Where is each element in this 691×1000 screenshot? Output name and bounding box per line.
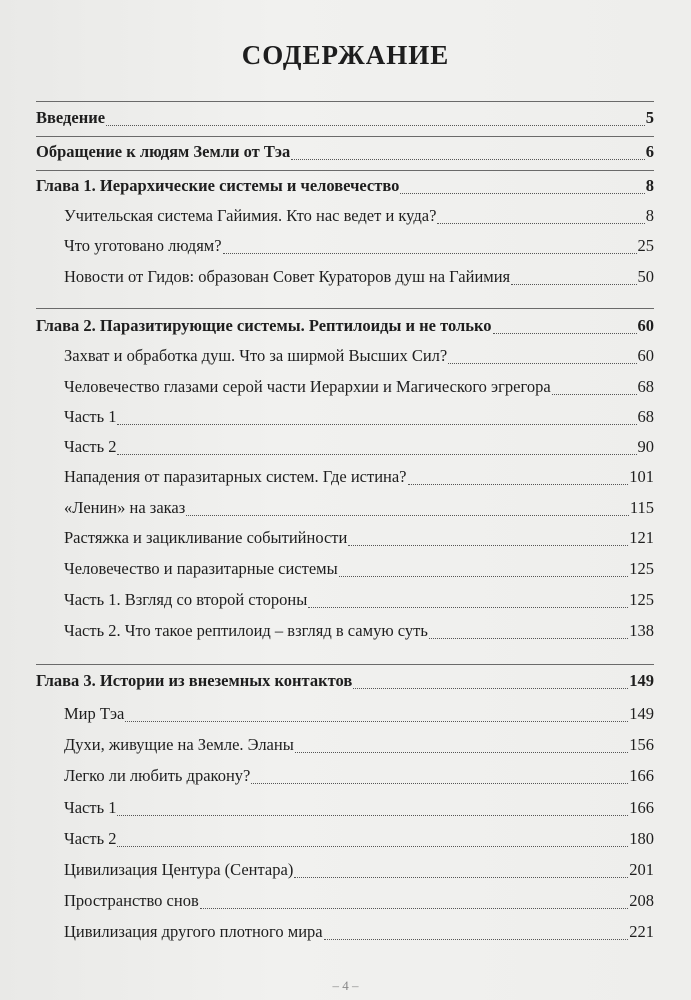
leader-dots — [125, 721, 628, 722]
toc-entry-title: Глава 3. Истории из внеземных контактов — [36, 671, 353, 690]
leader-dots — [493, 333, 637, 334]
toc-entry-page: 8 — [645, 176, 654, 195]
leader-dots — [353, 688, 628, 689]
toc-entry — [36, 108, 654, 132]
toc-entry-page: 121 — [629, 528, 654, 547]
toc-entry — [64, 346, 654, 370]
leader-dots — [511, 284, 636, 285]
leader-dots — [106, 125, 645, 126]
leader-dots — [291, 159, 645, 160]
toc-entry-title: Часть 2 — [64, 829, 117, 848]
section-rule — [36, 664, 654, 665]
toc-entry-title: Захват и обработка душ. Что за ширмой Высших Сил? — [64, 346, 448, 365]
toc-entry-page: 50 — [637, 267, 654, 286]
toc-entry-page: 166 — [629, 798, 654, 817]
toc-entry-page: 68 — [637, 407, 654, 426]
leader-dots — [448, 363, 636, 364]
toc-entry-title: Учительская система Гайимия. Кто нас ведет и куда? — [64, 206, 437, 225]
leader-dots — [200, 908, 629, 909]
toc-entry — [64, 206, 654, 230]
toc-entry-title: Человечество глазами серой части Иерархии и Магического эгрегора — [64, 377, 551, 396]
toc-entry-title: Духи, живущие на Земле. Эланы — [64, 735, 294, 754]
leader-dots — [117, 424, 636, 425]
toc-entry-title: Растяжка и зацикливание событийности — [64, 528, 348, 547]
toc-entry-page: 115 — [629, 498, 654, 517]
toc-entry-title: Часть 2 — [64, 437, 117, 456]
toc-entry — [64, 922, 654, 946]
toc-entry-page: 166 — [629, 766, 654, 785]
leader-dots — [117, 454, 636, 455]
leader-dots — [339, 576, 629, 577]
toc-entry-title: Пространство снов — [64, 891, 199, 910]
leader-dots — [295, 752, 628, 753]
section-rule — [36, 136, 654, 137]
leader-dots — [408, 484, 629, 485]
toc-entry-page: 138 — [629, 621, 654, 640]
leader-dots — [117, 846, 628, 847]
leader-dots — [308, 607, 628, 608]
toc-entry — [64, 498, 654, 522]
toc-entry — [64, 407, 654, 431]
toc-entry — [36, 176, 654, 200]
leader-dots — [251, 783, 628, 784]
toc-entry-page: 6 — [645, 142, 654, 161]
toc-entry-page: 5 — [645, 108, 654, 127]
toc-entry-page: 149 — [629, 704, 654, 723]
top-rule — [36, 101, 654, 102]
leader-dots — [429, 638, 628, 639]
toc-entry — [64, 467, 654, 491]
toc-entry — [64, 559, 654, 583]
toc-entry-title: Цивилизация Центура (Сентара) — [64, 860, 294, 879]
toc-entry-title: Мир Тэа — [64, 704, 125, 723]
toc-entry-page: 156 — [629, 735, 654, 754]
page-footer: – 4 – — [332, 978, 359, 993]
leader-dots — [348, 545, 628, 546]
toc-entry — [64, 860, 654, 884]
leader-dots — [552, 394, 637, 395]
toc-entry — [64, 590, 654, 614]
leader-dots — [223, 253, 637, 254]
toc-entry-title: Человечество и паразитарные системы — [64, 559, 338, 578]
leader-dots — [324, 939, 629, 940]
toc-entry — [64, 829, 654, 853]
toc-entry-page: 125 — [629, 559, 654, 578]
toc-entry — [64, 377, 654, 401]
leader-dots — [186, 515, 629, 516]
toc-entry-title: Что уготовано людям? — [64, 236, 222, 255]
section-rule — [36, 170, 654, 171]
toc-entry-title: Легко ли любить дракону? — [64, 766, 251, 785]
toc-entry-page: 68 — [637, 377, 654, 396]
toc-entry-page: 25 — [637, 236, 654, 255]
toc-entry — [64, 621, 654, 645]
toc-entry-title: «Ленин» на заказ — [64, 498, 186, 517]
toc-entry — [64, 437, 654, 461]
toc-entry-title: Часть 2. Что такое рептилоид – взгляд в самую суть — [64, 621, 428, 640]
toc-entry — [64, 798, 654, 822]
toc-entry — [64, 766, 654, 790]
toc-entry-title: Часть 1 — [64, 407, 117, 426]
toc-entry-page: 101 — [629, 467, 654, 486]
leader-dots — [400, 193, 644, 194]
toc-entry-page: 208 — [629, 891, 654, 910]
page-title: СОДЕРЖАНИЕ — [241, 40, 450, 70]
toc-entry — [64, 267, 654, 291]
toc-entry-title: Глава 1. Иерархические системы и человечество — [36, 176, 400, 195]
toc-entry — [36, 316, 654, 340]
toc-entry-page: 60 — [637, 316, 654, 335]
toc-entry — [36, 671, 654, 695]
toc-entry — [64, 528, 654, 552]
leader-dots — [437, 223, 644, 224]
toc-entry-title: Глава 2. Паразитирующие системы. Рептилоиды и не только — [36, 316, 492, 335]
toc-entry — [64, 704, 654, 728]
toc-entry-page: 60 — [637, 346, 654, 365]
toc-entry-title: Обращение к людям Земли от Тэа — [36, 142, 291, 161]
toc-entry-title: Цивилизация другого плотного мира — [64, 922, 323, 941]
toc-entry-title: Новости от Гидов: образован Совет Кураторов душ на Гайимия — [64, 267, 511, 286]
section-rule — [36, 308, 654, 309]
toc-entry-title: Часть 1 — [64, 798, 117, 817]
toc-entry-page: 90 — [637, 437, 654, 456]
toc-entry-page: 180 — [629, 829, 654, 848]
toc-entry-page: 221 — [629, 922, 654, 941]
leader-dots — [294, 877, 628, 878]
toc-entry-title: Введение — [36, 108, 106, 127]
leader-dots — [117, 815, 628, 816]
toc-entry-title: Часть 1. Взгляд со второй стороны — [64, 590, 308, 609]
toc-entry — [36, 142, 654, 166]
toc-entry-title: Нападения от паразитарных систем. Где истина? — [64, 467, 407, 486]
toc-entry-page: 125 — [629, 590, 654, 609]
toc-entry-page: 149 — [629, 671, 654, 690]
toc-entry — [64, 891, 654, 915]
toc-entry-page: 8 — [645, 206, 654, 225]
toc-entry — [64, 735, 654, 759]
toc-entry-page: 201 — [629, 860, 654, 879]
toc-entry — [64, 236, 654, 260]
